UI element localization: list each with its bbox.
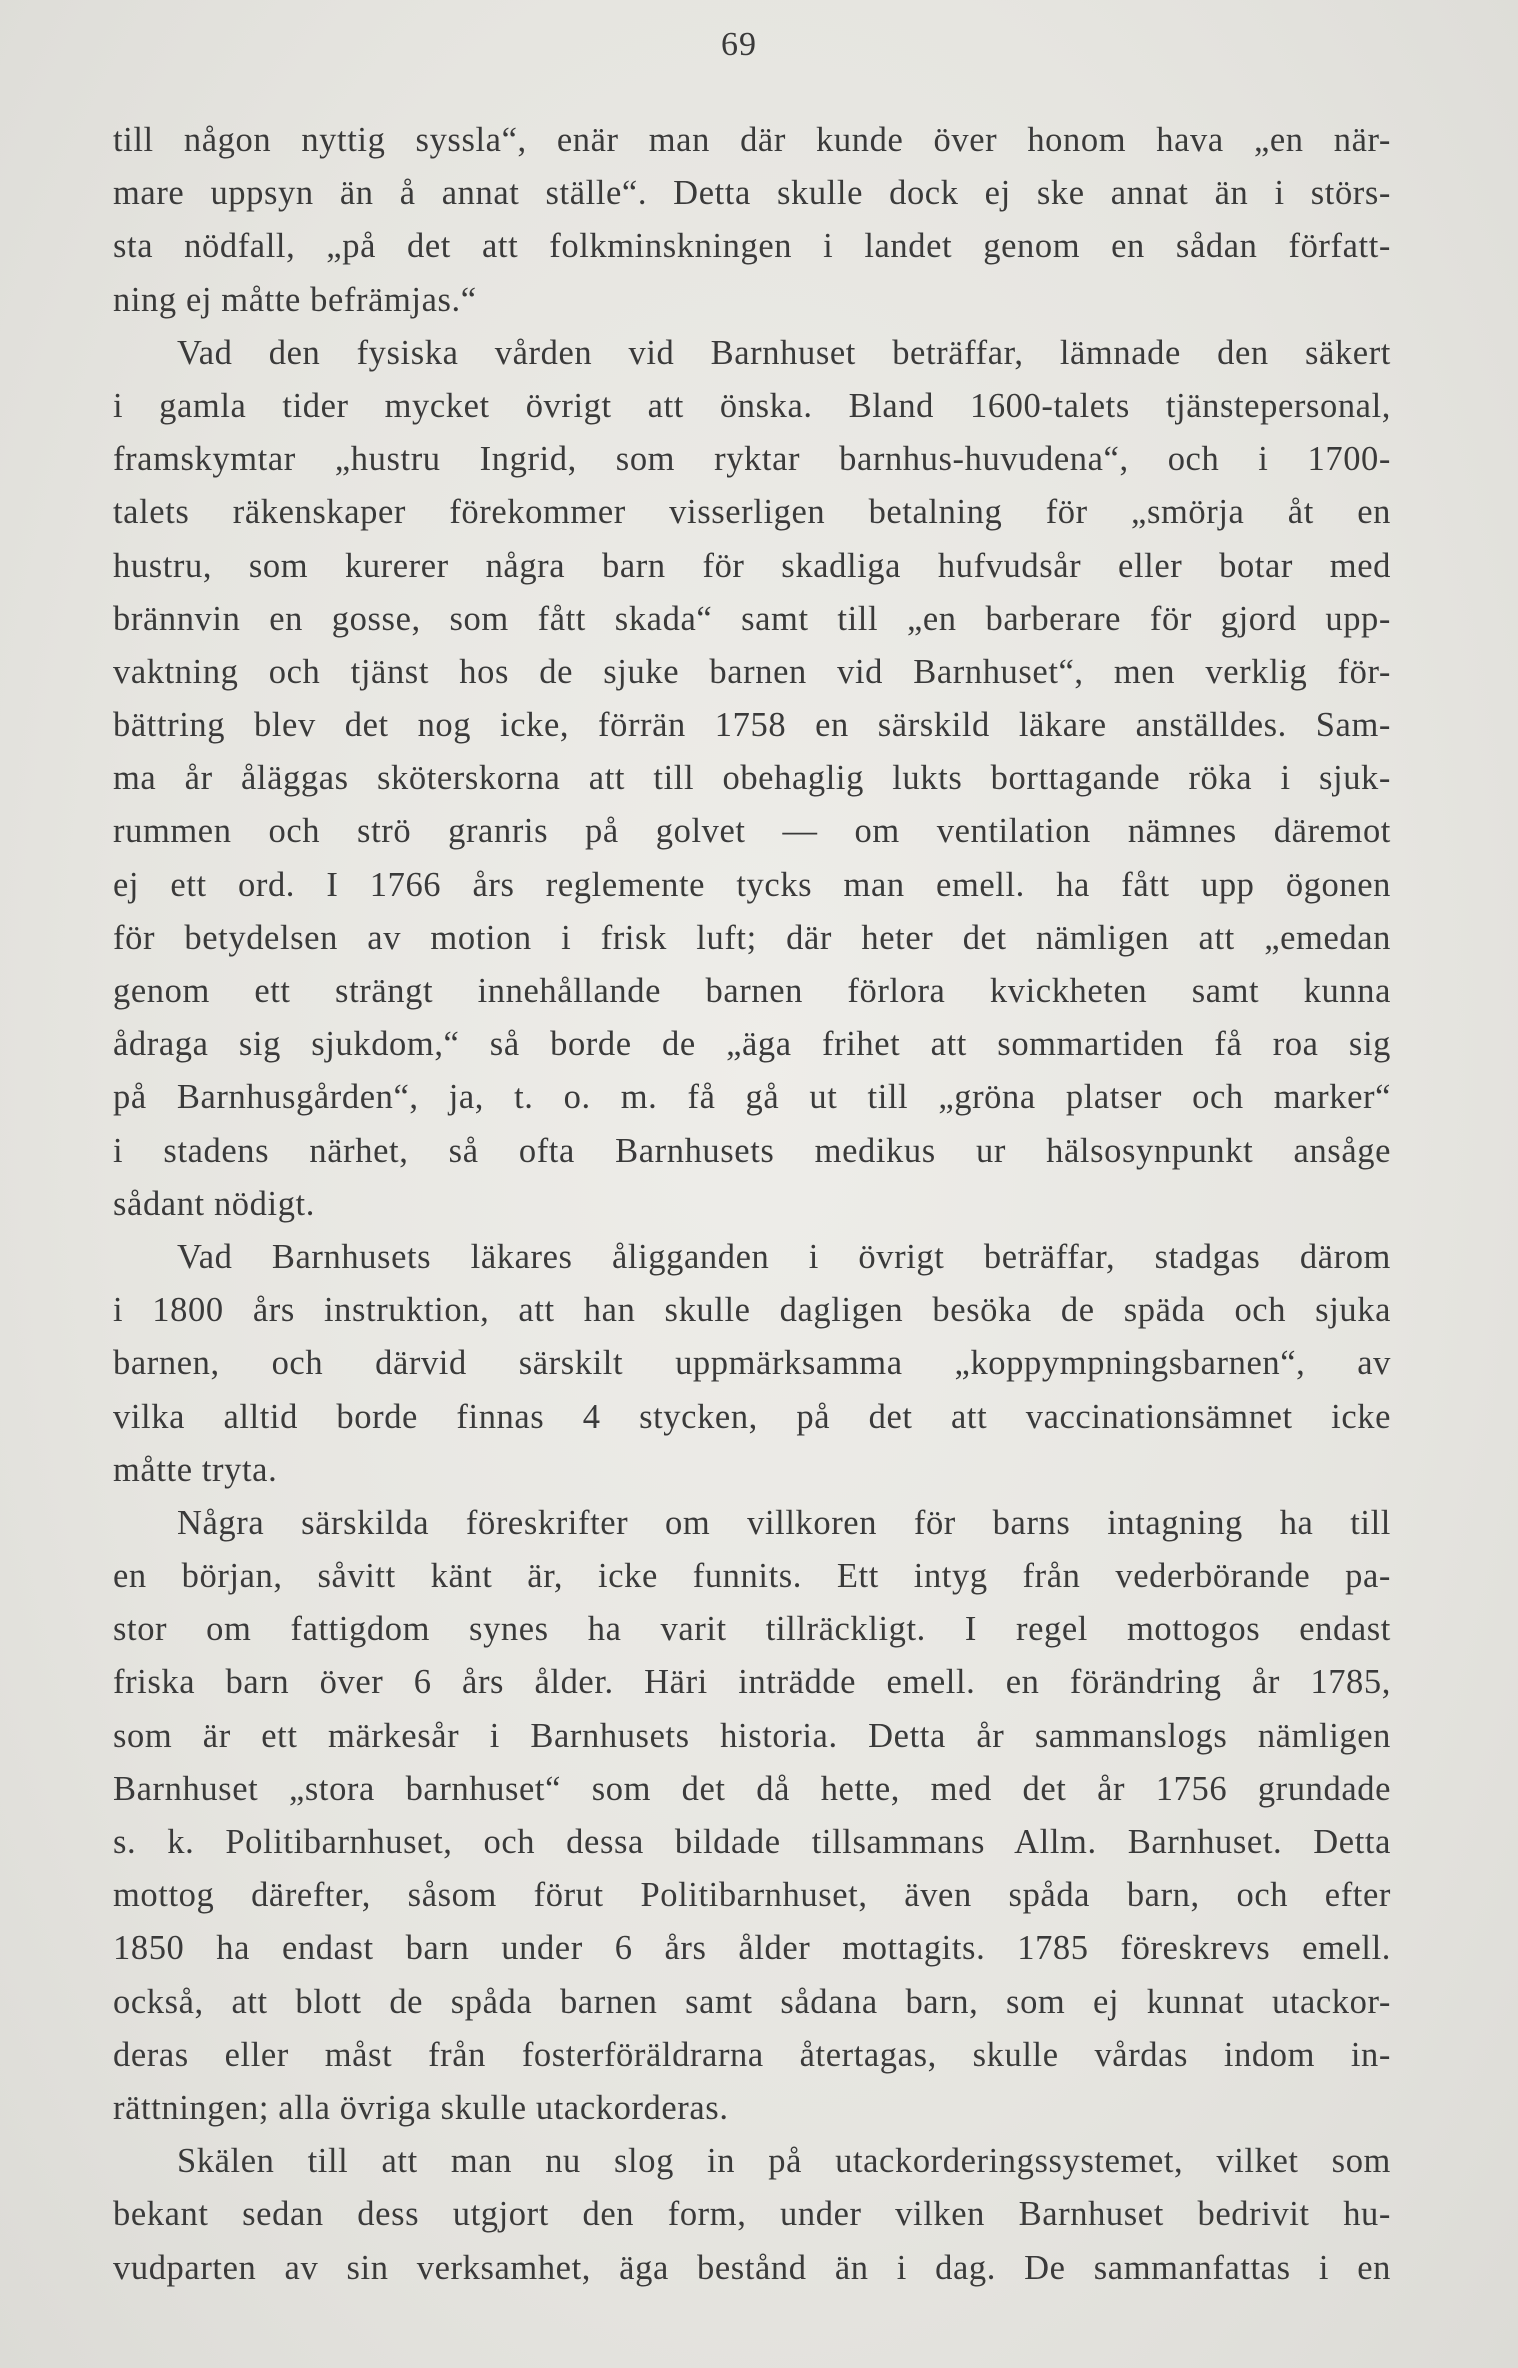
text-line: rättningen; alla övriga skulle utackorderas.: [113, 2088, 729, 2127]
text-line: ma år åläggas sköterskorna att till obehaglig lukts borttagande röka i sjuk-: [113, 759, 1391, 798]
text-line: för betydelsen av motion i frisk luft; där heter det nämligen att „emedan: [113, 918, 1391, 957]
text-line: till någon nyttig syssla“, enär man där kunde över honom hava „en när-: [113, 121, 1391, 159]
text-line: sta nödfall, „på det att folkminskningen i landet genom en sådan författ-: [113, 227, 1391, 266]
text-line: barnen, och därvid särskilt uppmärksamma „koppympningsbarnen“, av: [113, 1344, 1391, 1383]
text-line: framskymtar „hustru Ingrid, som ryktar barnhus-huvudena“, och i 1700-: [113, 440, 1391, 479]
text-line: Vad den fysiska vården vid Barnhuset beträffar, lämnade den säkert: [177, 333, 1391, 372]
text-line: också, att blott de spåda barnen samt sådana barn, som ej kunnat utackor-: [113, 1982, 1391, 2021]
text-line: ej ett ord. I 1766 års reglemente tycks man emell. ha fått upp ögonen: [113, 865, 1391, 904]
text-line: vudparten av sin verksamhet, äga bestånd än i dag. De sammanfattas i en: [113, 2248, 1391, 2287]
text-line: i 1800 års instruktion, att han skulle dagligen besöka de späda och sjuka: [113, 1291, 1391, 1330]
text-line: genom ett strängt innehållande barnen förlora kvickheten samt kunna: [113, 972, 1391, 1010]
body-text: [113, 114, 1391, 2295]
text-line: talets räkenskaper förekommer visserligen betalning för „smörja åt en: [113, 493, 1391, 532]
text-line: i stadens närhet, så ofta Barnhusets medikus ur hälsosynpunkt ansåge: [113, 1131, 1391, 1170]
text-line: på Barnhusgården“, ja, t. o. m. få gå ut till „gröna platser och marker“: [113, 1078, 1391, 1117]
text-line: bekant sedan dess utgjort den form, under vilken Barnhuset bedrivit hu-: [113, 2195, 1391, 2234]
text-line: Några särskilda föreskrifter om villkoren för barns intagning ha till: [177, 1503, 1391, 1542]
text-line: ning ej måtte befrämjas.“: [113, 280, 477, 319]
text-line: hustru, som kurerer några barn för skadliga hufvudsår eller botar med: [113, 546, 1391, 585]
text-line: friska barn över 6 års ålder. Häri inträdde emell. en förändring år 1785,: [113, 1663, 1391, 1702]
text-line: mare uppsyn än å annat ställe“. Detta skulle dock ej ske annat än i störs-: [113, 174, 1391, 213]
text-line: s. k. Politibarnhuset, och dessa bildade tillsammans Allm. Barnhuset. Detta: [113, 1823, 1391, 1861]
page-number: 69: [721, 26, 757, 63]
text-line: ådraga sig sjukdom,“ så borde de „äga frihet att sommartiden få roa sig: [113, 1025, 1391, 1064]
text-line: rummen och strö granris på golvet — om ventilation nämnes däremot: [113, 812, 1391, 851]
text-line: sådant nödigt.: [113, 1184, 315, 1223]
text-line: måtte tryta.: [113, 1450, 278, 1489]
text-line: 1850 ha endast barn under 6 års ålder mottagits. 1785 föreskrevs emell.: [113, 1929, 1391, 1968]
text-line: Vad Barnhusets läkares åligganden i övrigt beträffar, stadgas därom: [177, 1237, 1391, 1276]
text-line: som är ett märkesår i Barnhusets historia. Detta år sammanslogs nämligen: [113, 1716, 1391, 1755]
text-line: Barnhuset „stora barnhuset“ som det då hette, med det år 1756 grundade: [113, 1769, 1391, 1808]
text-line: bättring blev det nog icke, förrän 1758 en särskild läkare anställdes. Sam-: [113, 706, 1391, 745]
text-line: vilka alltid borde finnas 4 stycken, på det att vaccinationsämnet icke: [113, 1397, 1391, 1436]
text-line: vaktning och tjänst hos de sjuke barnen vid Barnhuset“, men verklig för-: [113, 652, 1391, 691]
text-line: brännvin en gosse, som fått skada“ samt till „en barberare för gjord upp-: [113, 599, 1391, 638]
text-line: deras eller måst från fosterföräldrarna återtagas, skulle vårdas indom in-: [113, 2035, 1391, 2074]
text-line: stor om fattigdom synes ha varit tillräckligt. I regel mottogos endast: [113, 1610, 1391, 1649]
text-line: en början, såvitt känt är, icke funnits. Ett intyg från vederbörande pa-: [113, 1557, 1391, 1596]
text-line: i gamla tider mycket övrigt att önska. Bland 1600-talets tjänstepersonal,: [113, 386, 1391, 425]
text-line: Skälen till att man nu slog in på utackorderingssystemet, vilket som: [177, 2142, 1391, 2181]
text-line: mottog därefter, såsom förut Politibarnhuset, även spåda barn, och efter: [113, 1876, 1391, 1915]
